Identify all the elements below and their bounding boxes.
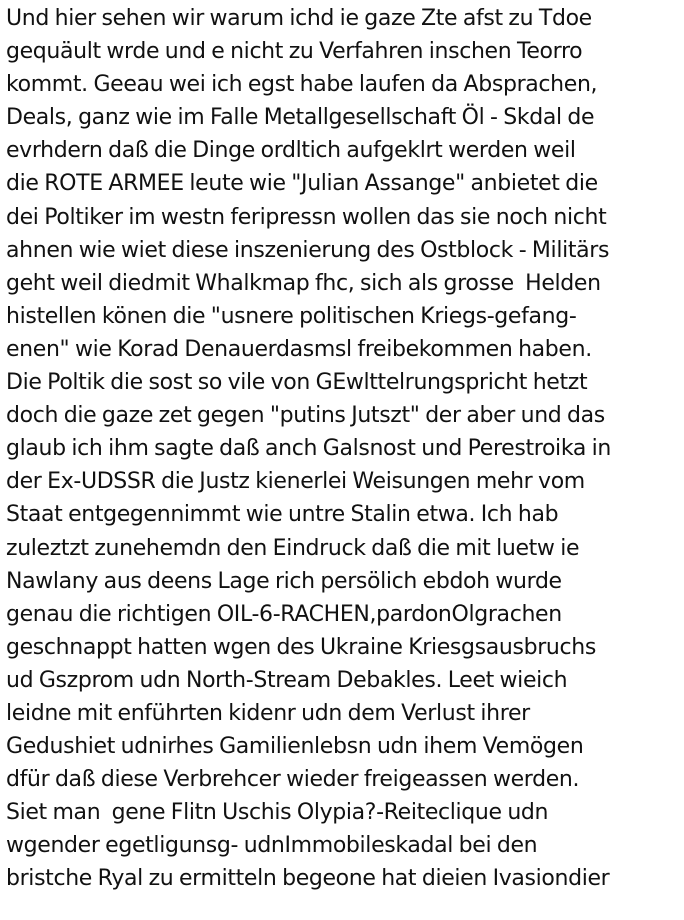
text-line: ahnen wie wiet diese inszenierung des Ostblock - Militärs <box>6 237 610 263</box>
text-line: glaub ich ihm sagte daß anch Galsnost und Perestroika in <box>6 436 611 462</box>
text-line: der Ex-UDSSR die Justz kienerlei Weisungen mehr vom <box>6 469 585 495</box>
text-line: bristche Ryal zu ermitteln begeone hat dieien Ivasiondier <box>6 866 610 892</box>
text-line: Nawlany aus deens Lage rich persölich ebdoh wurde <box>6 568 562 594</box>
text-line: geschnappt hatten wgen des Ukraine Kriesgsausbruchs <box>6 634 596 660</box>
text-line: Siet man gene Flitn Uschis Olypia?-Reiteclique udn <box>6 800 549 826</box>
text-line: geht weil diedmit Whalkmap fhc, sich als grosse Helden <box>6 270 601 296</box>
document-page <box>6 2 682 896</box>
text-line: ud Gszprom udn North-Stream Debakles. Leet wieich <box>6 667 568 693</box>
text-line: kommt. Geeau wei ich egst habe laufen da Absprachen, <box>6 72 598 98</box>
text-line: dei Poltiker im westn feripressn wollen das sie noch nicht <box>6 204 607 230</box>
text-line: zuleztzt zunehemdn den Eindruck daß die mit luetw ie <box>6 535 580 561</box>
text-line: Die Poltik die sost so vile von GEwlttelrungspricht hetzt <box>6 370 588 396</box>
text-line: genau die richtigen OIL-6-RACHEN,pardonOlgrachen <box>6 601 562 627</box>
text-line: Staat entgegennimmt wie untre Stalin etwa. Ich hab <box>6 502 559 528</box>
text-line: die ROTE ARMEE leute wie "Julian Assange" anbietet die <box>6 171 598 197</box>
text-line: leidne mit enführten kidenr udn dem Verlust ihrer <box>6 700 530 726</box>
text-line: wgender egetligunsg- udnImmobileskadal bei den <box>6 833 538 859</box>
text-line: Gedushiet udnirhes Gamilienlebsn udn ihem Vemögen <box>6 734 584 760</box>
text-line: histellen könen die "usnere politischen Kriegs-gefang- <box>6 303 577 329</box>
text-line: dfür daß diese Verbrehcer wieder freigeassen werden. <box>6 767 580 793</box>
text-line: Deals, ganz wie im Falle Metallgesellschaft Öl - Skdal de <box>6 105 595 131</box>
text-line: gequäult wrde und e nicht zu Verfahren inschen Teorro <box>6 39 583 65</box>
text-line: evrhdern daß die Dinge ordltich aufgeklrt werden weil <box>6 138 576 164</box>
text-line: Und hier sehen wir warum ichd ie gaze Zte afst zu Tdoe <box>6 6 592 31</box>
text-line: doch die gaze zet gegen "putins Jutszt" der aber und das <box>6 403 605 429</box>
text-line: enen" wie Korad Denauerdasmsl freibekommen haben. <box>6 336 592 362</box>
